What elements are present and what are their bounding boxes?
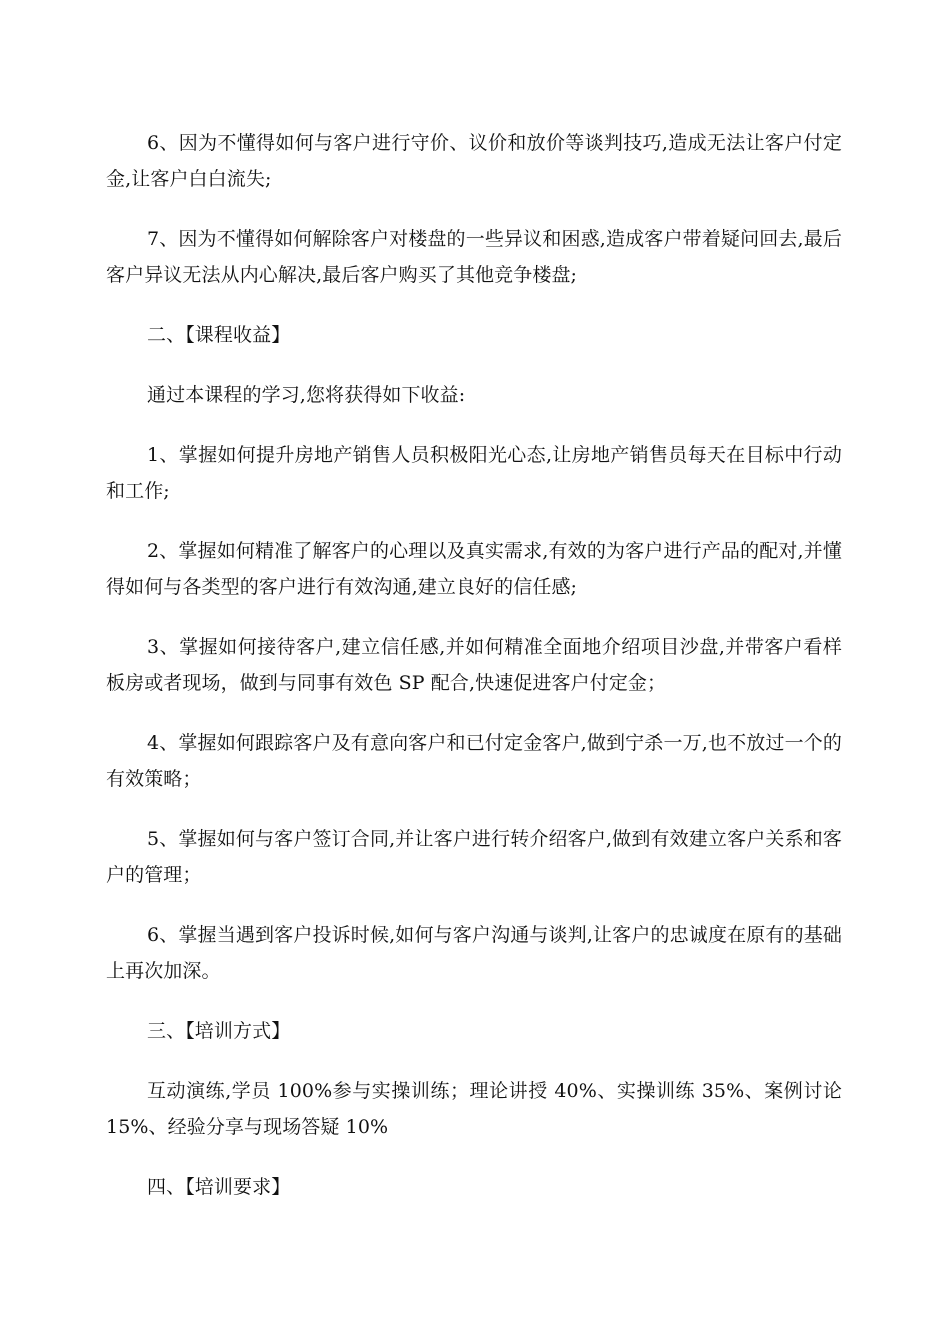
- paragraph-benefit-4: 4、掌握如何跟踪客户及有意向客户和已付定金客户,做到宁杀一万,也不放过一个的有效策略；: [106, 732, 842, 790]
- paragraph-problem-7: 7、因为不懂得如何解除客户对楼盘的一些异议和困惑,造成客户带着疑问回去,最后客户异议无法从内心解决,最后客户购买了其他竞争楼盘;: [106, 228, 842, 286]
- paragraph-benefit-1: 1、掌握如何提升房地产销售人员积极阳光心态,让房地产销售员每天在目标中行动和工作;: [106, 444, 842, 502]
- paragraph-benefit-3: 3、掌握如何接待客户,建立信任感,并如何精准全面地介绍项目沙盘,并带客户看样板房或者现场，做到与同事有效色 SP 配合,快速促进客户付定金；: [106, 636, 842, 694]
- paragraph-benefit-5: 5、掌握如何与客户签订合同,并让客户进行转介绍客户,做到有效建立客户关系和客户的管理；: [106, 828, 842, 886]
- section-heading-course-benefits: 二、【课程收益】: [147, 324, 291, 346]
- document-body: [106, 125, 842, 1205]
- paragraph-benefits-intro: 通过本课程的学习,您将获得如下收益:: [147, 384, 466, 406]
- section-heading-training-requirements: 四、【培训要求】: [147, 1176, 291, 1198]
- section-heading-training-method: 三、【培训方式】: [147, 1020, 291, 1042]
- paragraph-training-method: 互动演练,学员 100%参与实操训练；理论讲授 40%、实操训练 35%、案例讨论 15%、经验分享与现场答疑 10%: [106, 1080, 842, 1138]
- paragraph-benefit-2: 2、掌握如何精准了解客户的心理以及真实需求,有效的为客户进行产品的配对,并懂得如何与各类型的客户进行有效沟通,建立良好的信任感;: [106, 540, 842, 598]
- paragraph-problem-6: 6、因为不懂得如何与客户进行守价、议价和放价等谈判技巧,造成无法让客户付定金,让客户白白流失;: [106, 132, 842, 190]
- paragraph-benefit-6: 6、掌握当遇到客户投诉时候,如何与客户沟通与谈判,让客户的忠诚度在原有的基础上再次加深。: [106, 924, 842, 982]
